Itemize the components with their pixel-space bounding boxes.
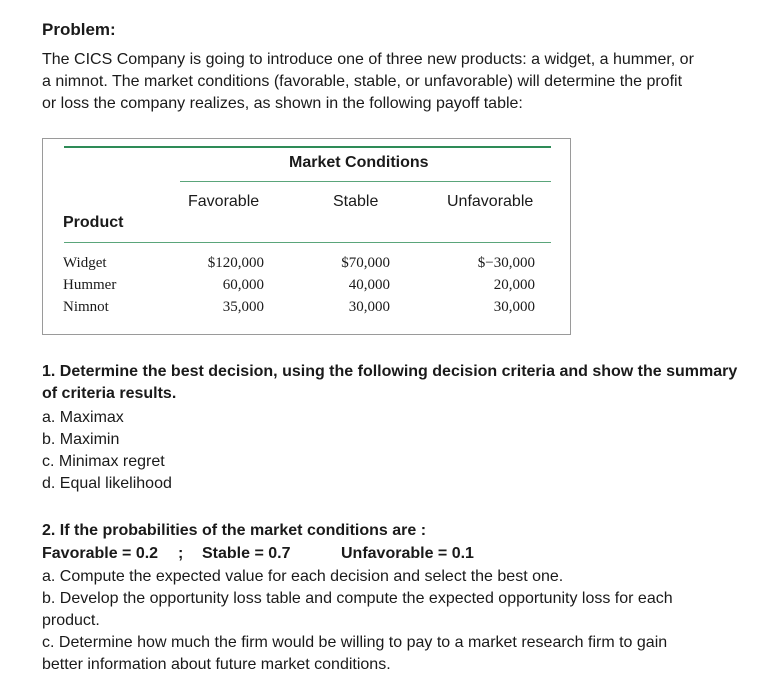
table-cell: 60,000 — [222, 277, 264, 293]
header-bottom-rule — [64, 242, 551, 243]
problem-intro-line: or loss the company realizes, as shown in the following payoff table: — [42, 95, 523, 112]
product-name: Widget — [63, 255, 107, 271]
group-header-rule — [180, 181, 551, 182]
table-cell: $−30,000 — [477, 255, 535, 271]
column-header-favorable: Favorable — [188, 193, 260, 210]
table-cell: 40,000 — [348, 277, 390, 293]
product-name: Nimnot — [63, 299, 109, 315]
problem-intro-line: a nimnot. The market conditions (favorable, stable, or unfavorable) will determine the profit — [42, 73, 683, 90]
probability-unfavorable: Unfavorable = 0.1 — [341, 545, 474, 562]
question1-item: b. Maximin — [42, 431, 120, 448]
question2-items — [42, 566, 748, 676]
question2-item-c: c. Determine how much the firm would be willing to pay to a market research firm to gain — [42, 634, 668, 651]
problem-intro-line: The CICS Company is going to introduce one of three new products: a widget, a hummer, or — [42, 51, 694, 68]
question1-items — [42, 407, 748, 495]
question1-heading-line: 1. Determine the best decision, using the following decision criteria and show the summary — [42, 363, 738, 380]
column-header-unfavorable: Unfavorable — [447, 193, 534, 210]
probability-favorable: Favorable = 0.2 — [42, 545, 159, 562]
product-column — [63, 252, 116, 318]
table-cell: 30,000 — [348, 299, 390, 315]
question1-heading-line: of criteria results. — [42, 385, 177, 402]
table-cell: 35,000 — [222, 299, 264, 315]
question2-item-c: better information about future market conditions. — [42, 656, 391, 673]
table-cell: 20,000 — [493, 277, 535, 293]
question2-item-b: b. Develop the opportunity loss table and compute the expected opportunity loss for each — [42, 590, 673, 607]
question1-heading — [42, 361, 748, 405]
probability-separator: ; — [178, 545, 184, 562]
table-cell: 30,000 — [493, 299, 535, 315]
table-cell: $120,000 — [207, 255, 264, 271]
favorable-column — [180, 252, 264, 318]
unfavorable-column — [440, 252, 535, 318]
column-header-stable: Stable — [333, 193, 379, 210]
stable-column — [300, 252, 390, 318]
question1-item: c. Minimax regret — [42, 453, 165, 470]
product-name: Hummer — [63, 277, 117, 293]
question1-item: d. Equal likelihood — [42, 475, 172, 492]
question1-item: a. Maximax — [42, 409, 124, 426]
market-conditions-header: Market Conditions — [289, 154, 429, 171]
question2-item-a: a. Compute the expected value for each decision and select the best one. — [42, 568, 564, 585]
problem-heading: Problem: — [42, 20, 116, 39]
question2-heading: 2. If the probabilities of the market conditions are : — [42, 522, 427, 539]
probability-stable: Stable = 0.7 — [202, 545, 291, 562]
question2-item-b: product. — [42, 612, 100, 629]
table-cell: $70,000 — [341, 255, 390, 271]
row-header-product: Product — [63, 214, 124, 231]
problem-intro — [42, 49, 748, 115]
table-top-rule — [64, 146, 551, 148]
